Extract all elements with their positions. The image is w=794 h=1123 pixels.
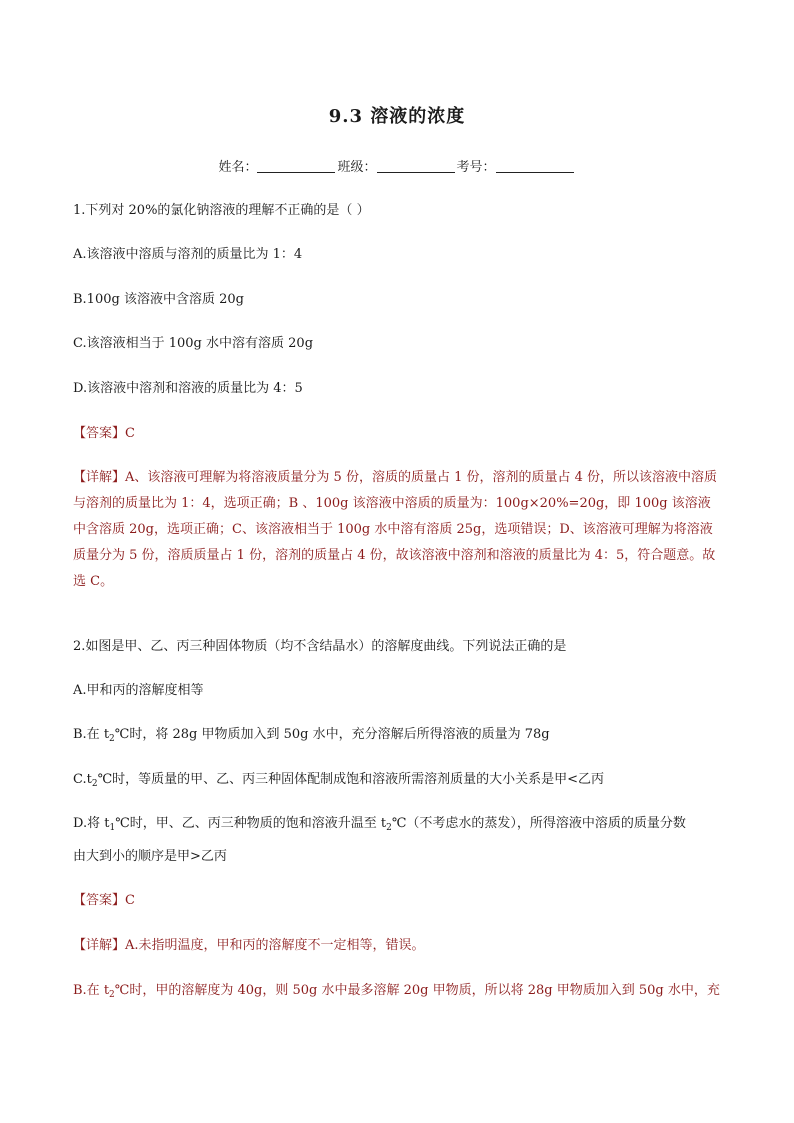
q1-option-d: D.该溶液中溶剂和溶液的质量比为 4：5	[73, 381, 303, 396]
q2-detail-b-sub: 2	[109, 990, 115, 1000]
page-title: 9.3 溶液的浓度	[328, 106, 466, 127]
q2-option-c-pre: C.t	[73, 772, 92, 787]
q2-option-d-sub2: 2	[386, 823, 392, 833]
q1-option-c: C.该溶液相当于 100g 水中溶有溶质 20g	[73, 336, 314, 351]
q2-option-b-pre: B.在 t	[73, 727, 110, 742]
q1-option-a: A.该溶液中溶质与溶剂的质量比为 1：4	[73, 247, 303, 262]
q2-detail-b-pre: B.在 t	[73, 983, 110, 998]
q2-option-d-mid: ℃时，甲、乙、丙三种物质的饱和溶液升温至 t	[115, 816, 387, 831]
class-blank	[377, 158, 455, 173]
q2-option-a: A.甲和丙的溶解度相等	[73, 683, 204, 698]
q1-answer: 【答案】C	[73, 426, 135, 441]
exam-number-blank	[496, 158, 574, 173]
q2-option-c-sub: 2	[91, 779, 98, 789]
q2-option-b-post: ℃时，将 28g 甲物质加入到 50g 水中，充分溶解后所得溶液的质量为 78g	[114, 727, 550, 742]
name-label: 姓名：	[218, 160, 258, 175]
q2-option-c	[73, 771, 723, 789]
q1-detail-text: A、该溶液可理解为将溶液质量分为 5 份，溶质的质量占 1 份，溶剂的质量占 4 份，所以该溶液中溶质与溶剂的质量比为 1：4，选项正确；B 、100g 该溶液中溶质的质量为：100g×20%=20g，即 100g 该溶液中含溶质 20g，选项正确；C、该溶液相当于 100g 水中溶有溶质 25g，选项错误；D、该溶液可理解为将溶液质量分为 5 份，溶质质量占 1 份，溶剂的质量占 4 份，故该溶液中溶剂和溶液的质量比为 4：5，符合题意。故选 C。	[73, 470, 718, 589]
q2-option-d-line1	[73, 815, 723, 833]
q2-option-b-sub: 2	[109, 734, 115, 744]
q2-detail-a	[73, 937, 723, 955]
q2-detail-b-post: ℃时，甲的溶解度为 40g，则 50g 水中最多溶解 20g 甲物质，所以将 28g 甲物质加入到 50g 水中，充	[114, 983, 720, 998]
q1-detail	[73, 465, 723, 595]
q2-option-d-sub1: 1	[109, 823, 116, 833]
class-label: 班级：	[337, 160, 377, 175]
q2-option-d-post: ℃（不考虑水的蒸发），所得溶液中溶质的质量分数	[391, 816, 686, 831]
q1-stem: 1.下列对 20%的氯化钠溶液的理解不正确的是（ ）	[73, 203, 370, 218]
q2-option-c-post: ℃时，等质量的甲、乙、丙三种固体配制成饱和溶液所需溶剂质量的大小关系是甲<乙丙	[97, 772, 605, 787]
q2-stem: 2.如图是甲、乙、丙三种固体物质（均不含结晶水）的溶解度曲线。下列说法正确的是	[73, 639, 567, 654]
q1-option-b: B.100g 该溶液中含溶质 20g	[73, 292, 244, 307]
q1-detail-label: 【详解】	[73, 470, 126, 485]
q2-detail-b	[73, 982, 723, 1000]
q2-detail-label: 【详解】	[73, 938, 126, 953]
q2-option-d-line2: 由大到小的顺序是甲>乙丙	[73, 849, 227, 864]
q2-answer: 【答案】C	[73, 893, 135, 908]
exam-number-label: 考号：	[456, 160, 496, 175]
student-info-row	[0, 156, 794, 175]
q2-option-b	[73, 726, 723, 744]
name-blank	[257, 158, 335, 173]
q2-detail-a-text: A.未指明温度，甲和丙的溶解度不一定相等，错误。	[125, 938, 425, 953]
q2-option-d-pre: D.将 t	[73, 816, 110, 831]
